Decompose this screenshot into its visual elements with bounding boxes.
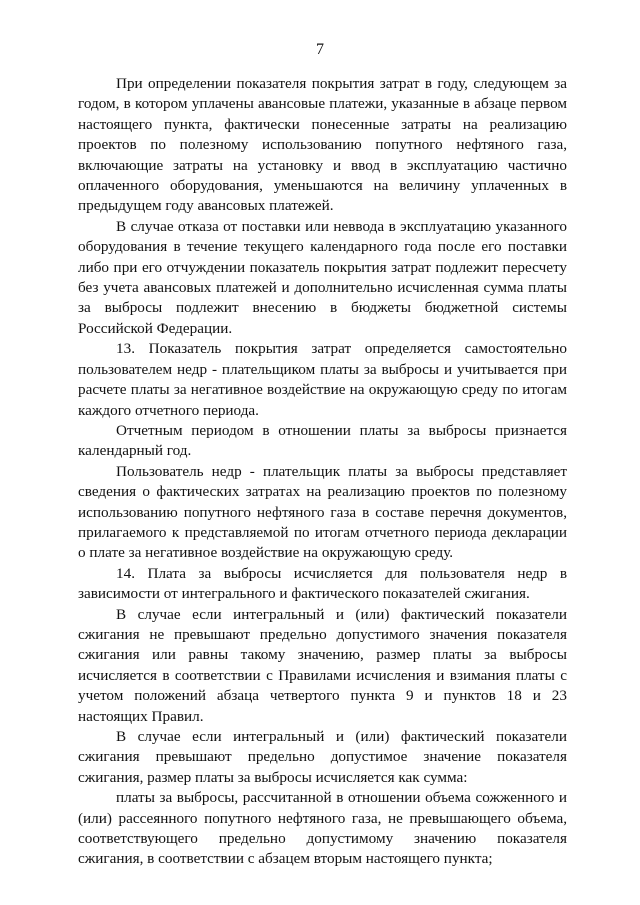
page-number: 7 xyxy=(316,41,324,58)
paragraph-9: платы за выбросы, рассчитанной в отношении объема сожженного и (или) рассеянного попутного нефтяного газа, не превышающего объема, соответствующего предельно допустимому значению показателя сжигания, в соответствии с абзацем вторым настоящего пункта; xyxy=(78,789,567,868)
paragraph-2: В случае отказа от поставки или неввода в эксплуатацию указанного оборудования в течение текущего календарного года после его поставки либо при его отчуждении показатель покрытия затрат подлежит пересчету без учета авансовых платежей и дополнительно исчисленная сумма платы за выбросы подлежит внесению в бюджеты бюджетной системы Российской Федерации. xyxy=(78,217,567,337)
paragraph-3: 13. Показатель покрытия затрат определяется самостоятельно пользователем недр - плательщиком платы за выбросы и учитывается при расчете платы за негативное воздействие на окружающую среду по итогам каждого отчетного периода. xyxy=(78,340,567,419)
paragraph-6: 14. Плата за выбросы исчисляется для пользователя недр в зависимости от интегрального и фактического показателей сжигания. xyxy=(78,564,567,603)
paragraph-4: Отчетным периодом в отношении платы за выбросы признается календарный год. xyxy=(78,421,567,460)
paragraph-1: При определении показателя покрытия затрат в году, следующем за годом, в котором уплачены авансовые платежи, указанные в абзаце первом настоящего пункта, фактически понесенные затраты на реализацию проектов по полезному использованию попутного нефтяного газа, включающие затраты на установку и ввод в эксплуатацию частично оплаченного оборудования, уменьшаются на величину уплаченных в предыдущем году авансовых платежей. xyxy=(78,75,567,215)
paragraph-5: Пользователь недр - плательщик платы за выбросы представляет сведения о фактических затратах на реализацию проектов по полезному использованию попутного нефтяного газа в составе перечня документов, прилагаемого к представляемой по итогам отчетного периода декларации о плате за негативное воздействие на окружающую среду. xyxy=(78,462,567,562)
paragraph-8: В случае если интегральный и (или) фактический показатели сжигания превышают предельно допустимое значение показателя сжигания, размер платы за выбросы исчисляется как сумма: xyxy=(78,728,567,786)
document-body xyxy=(78,74,567,870)
paragraph-7: В случае если интегральный и (или) фактический показатели сжигания не превышают предельно допустимого значения показателя сжигания или равны такому значению, размер платы за выбросы исчисляется в соответствии с Правилами исчисления и взимания платы с учетом положений абзаца четвертого пункта 9 и пунктов 18 и 23 настоящих Правил. xyxy=(78,605,567,725)
